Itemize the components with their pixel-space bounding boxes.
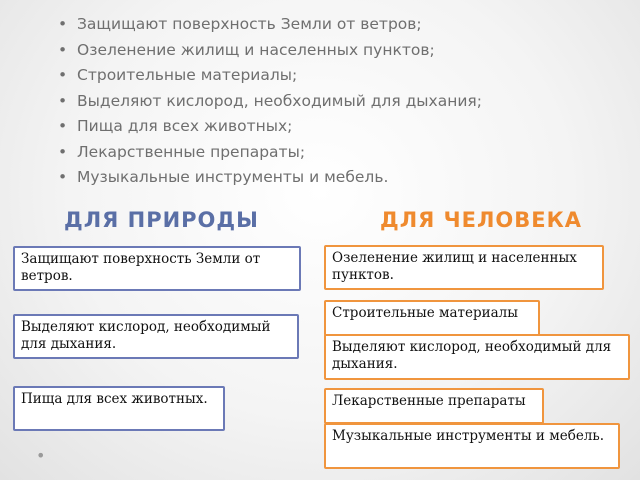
human-card-greening[interactable]: Озеленение жилищ и населенных пунктов. [324,245,604,290]
bullet-text: Пища для всех животных; [77,117,293,135]
human-card-oxygen[interactable]: Выделяют кислород, необходимый для дыхания. [324,334,630,380]
heading-for-nature: ДЛЯ ПРИРОДЫ [64,208,259,232]
bullet-item [56,165,482,191]
bullet-text: Защищают поверхность Земли от ветров; [77,15,422,33]
bullet-dot: • [58,117,68,135]
bullet-text: Строительные материалы; [77,66,298,84]
bullet-dot: • [58,91,68,110]
bullet-text: Музыкальные инструменты и мебель. [77,168,389,186]
bullet-text: Выделяют кислород, необходимый для дыхания; [77,91,482,110]
bullet-item [56,89,482,115]
nature-card-wind[interactable]: Защищают поверхность Земли от ветров. [13,246,301,291]
bullet-dot: • [58,15,68,33]
bullet-text: Озеленение жилищ и населенных пунктов; [77,40,435,59]
human-card-medicines[interactable]: Лекарственные препараты [324,388,544,424]
human-card-instruments[interactable]: Музыкальные инструменты и мебель. [324,423,620,469]
empty-bullet-dot: • [36,446,46,465]
nature-card-food[interactable]: Пища для всех животных. [13,386,225,431]
bullet-item [56,140,482,166]
bullet-item [56,38,482,64]
nature-card-oxygen[interactable]: Выделяют кислород, необходимый для дыхания. [13,314,299,359]
bullet-text: Лекарственные препараты; [77,142,306,161]
bullet-item [56,114,482,140]
heading-for-human: ДЛЯ ЧЕЛОВЕКА [380,208,583,232]
bullet-list [56,12,482,191]
human-card-building-materials[interactable]: Строительные материалы [324,300,540,336]
bullet-dot: • [58,40,68,59]
bullet-item [56,63,482,89]
bullet-dot: • [58,142,68,161]
bullet-item [56,12,482,38]
bullet-dot: • [58,66,68,84]
bullet-dot: • [58,168,68,186]
